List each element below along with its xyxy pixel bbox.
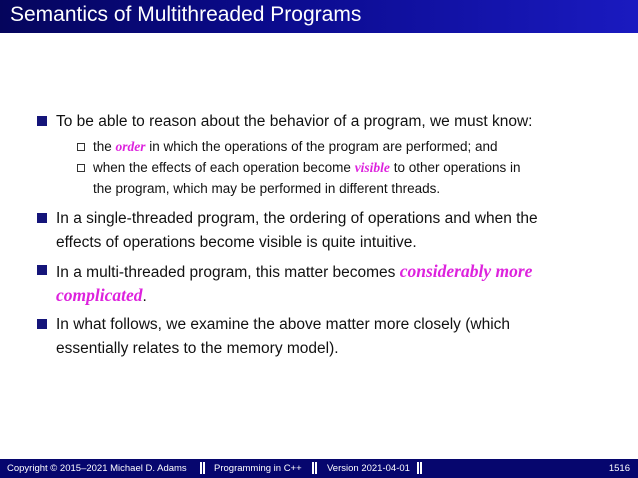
emphasis-order: order [115,139,146,154]
bullet-text-post: . [142,288,147,305]
sub-bullet-item-1 [93,137,613,157]
bullet-item-4 [56,313,626,337]
hollow-square-bullet-icon [77,164,85,172]
sub-bullet-item-2-continuation [93,179,613,199]
sub-bullet-text: the program, which may be performed in different threads. [93,181,441,196]
sub-bullet-text-pre: when the effects of each operation become [93,160,355,175]
emphasis-considerably-more: considerably more [399,261,533,281]
hollow-square-bullet-icon [77,143,85,151]
bullet-text-line-1: In a single-threaded program, the ordering of operations and when the [56,210,538,227]
bullet-text-pre: In a multi-threaded program, this matter becomes [56,264,400,281]
bullet-item-3 [56,259,626,285]
sub-bullet-text-post: in which the operations of the program are performed; and [145,139,498,154]
bullet-item-3-continuation [56,283,626,309]
slide-title: Semantics of Multithreaded Programs [10,3,362,26]
emphasis-complicated: complicated [56,285,143,305]
sub-bullet-text-post: to other operations in [389,160,521,175]
square-bullet-icon [37,319,47,329]
square-bullet-icon [37,265,47,275]
sub-bullet-text-pre: the [93,139,116,154]
footer-bar [0,459,638,478]
bullet-text-line-2: effects of operations become visible is quite intuitive. [56,234,417,251]
footer-separator [200,462,205,474]
footer-separator [417,462,422,474]
bullet-text: To be able to reason about the behavior of a program, we must know: [56,113,533,130]
footer-page-number: 1516 [608,463,630,474]
square-bullet-icon [37,116,47,126]
bullet-text-line-1: In what follows, we examine the above matter more closely (which [56,316,511,333]
footer-version: Version 2021-04-01 [327,463,410,474]
bullet-item-2-continuation [56,231,626,255]
square-bullet-icon [37,213,47,223]
bullet-text-line-2: essentially relates to the memory model). [56,340,339,357]
footer-copyright: Copyright © 2015–2021 Michael D. Adams [7,463,187,474]
bullet-item-4-continuation [56,337,626,361]
footer-separator [312,462,317,474]
title-bar [0,0,638,33]
footer-course: Programming in C++ [214,463,302,474]
bullet-item-2 [56,207,626,231]
emphasis-visible: visible [354,160,390,175]
sub-bullet-item-2 [93,158,613,178]
bullet-item-1 [56,110,626,134]
